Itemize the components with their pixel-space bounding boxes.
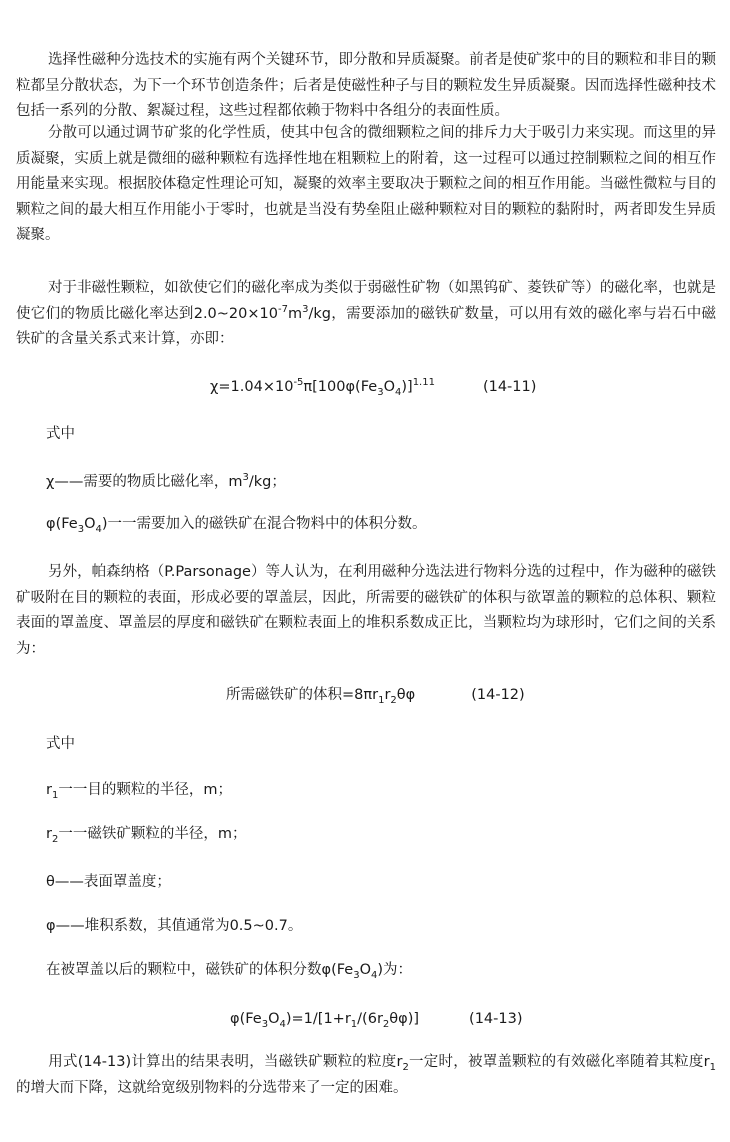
definition-phi: φ——堆积系数，其值通常为0.5~0.7。	[46, 918, 303, 934]
paragraph-parsonage: 另外，帕森纳格（P.Parsonage）等人认为，在利用磁种分选法进行物料分选的过程中，作为磁种的磁铁矿吸附在目的颗粒的表面，形成必要的罩盖层，因此，所需要的磁铁矿的体积与欲罩盖的颗粒的总体积、颗粒表面的罩盖度、罩盖层的厚度和磁铁矿在颗粒表面上的堆积系数成正比，当颗粒均为球形时，它们之间的关系为：	[16, 564, 716, 657]
definition-chi: χ——需要的物质比磁化率，$m^3/kg$；	[46, 472, 286, 490]
definition-r1: $r_1$一一目的颗粒的半径，m；	[46, 782, 232, 801]
definition-theta: θ——表面罩盖度；	[46, 874, 171, 890]
volume-fraction-intro: 在被罩盖以后的颗粒中，磁铁矿的体积分数$\varphi(Fe_3O_4)$为：	[46, 962, 413, 981]
equation-14-11: $\chi=1.04\times 10^{-5}\pi[100\varphi(Fe_3O_4)]^{1.11}$ (14-11)	[210, 377, 537, 398]
paragraph-intro: 选择性磁种分选技术的实施有两个关键环节，即分散和异质凝聚。前者是使矿浆中的目的颗粒和非目的颗粒都呈分散状态，为下一个环节创造条件；后者是使磁性种子与目的颗粒发生异质凝聚。因而选择性磁种技术包括一系列的分散、絮凝过程，这些过程都依赖于物料中各组分的表面性质。	[16, 52, 716, 119]
definition-phi-fe3o4: $\varphi(Fe_3O_4)$一一需要加入的磁铁矿在混合物料中的体积分数。	[46, 516, 427, 535]
paragraph-conclusion: 用式(14-13)计算出的结果表明，当磁铁矿颗粒的粒度$r_2$一定时，被罩盖颗粒的有效磁化率随着其粒度$r_1$的增大而下降，这就给宽级别物料的分选带来了一定的困难。	[16, 1054, 716, 1096]
paragraph-nonmagnetic: 对于非磁性颗粒，如欲使它们的磁化率成为类似于弱磁性矿物（如黑钨矿、菱铁矿等）的磁化率，也就是使它们的物质比磁化率达到$2.0\sim 20\times 10^{-7}m^3/kg$，需要添加的磁铁矿数量，可以用有效的磁化率与岩石中磁铁矿的含量关系式来计算，亦即：	[16, 280, 717, 347]
paragraph-dispersion: 分散可以通过调节矿浆的化学性质，使其中包含的微细颗粒之间的排斥力大于吸引力来实现。而这里的异质凝聚，实质上就是微细的磁种颗粒有选择性地在粗颗粒上的附着，这一过程可以通过控制颗粒之间的相互作用能量来实现。根据胶体稳定性理论可知，凝聚的效率主要取决于颗粒之间的相互作用能。当磁性微粒与目的颗粒之间的最大相互作用能小于零时，也就是当没有势垒阻止磁种颗粒对目的颗粒的黏附时，两者即发生异质凝聚。	[16, 125, 716, 243]
equation-14-13: $\varphi(Fe_3O_4)=1/[1+r_1/(6r_2\theta\varphi)]$ (14-13)	[230, 1008, 523, 1030]
equation-14-12: 所需磁铁矿的体积$=8\pi r_1r_2\theta\varphi$ (14-12)	[226, 684, 525, 706]
where-label: 式中	[46, 736, 75, 752]
definition-r2: $r_2$一一磁铁矿颗粒的半径，m；	[46, 826, 247, 845]
where-label: 式中	[46, 426, 75, 442]
equation-number: (14-11)	[482, 379, 537, 395]
equation-number: (14-12)	[471, 687, 525, 703]
equation-number: (14-13)	[469, 1011, 523, 1027]
